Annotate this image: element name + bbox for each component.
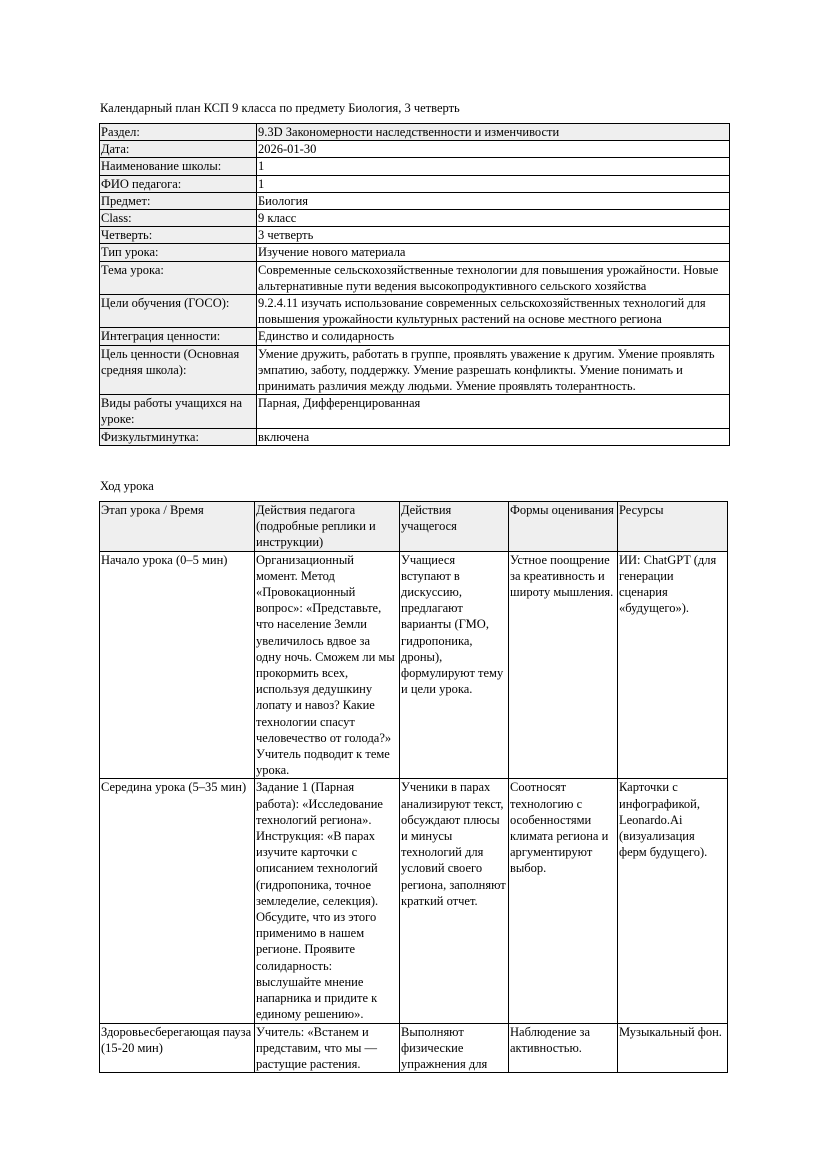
stage-cell: Середина урока (5–35 мин)	[100, 779, 255, 1023]
info-row	[100, 244, 730, 261]
plan-header-row	[100, 502, 728, 552]
info-label: Интеграция ценности:	[100, 328, 257, 345]
info-value: Единство и солидарность	[257, 328, 730, 345]
info-label: Class:	[100, 210, 257, 227]
info-label: Тип урока:	[100, 244, 257, 261]
info-value: Биология	[257, 192, 730, 209]
info-row	[100, 158, 730, 175]
info-row	[100, 141, 730, 158]
table-row	[100, 1023, 728, 1073]
info-value: Изучение нового материала	[257, 244, 730, 261]
column-header-stage: Этап урока / Время	[100, 502, 255, 552]
assessment-cell: Соотносят технологию с особенностями климата региона и аргументируют выбор.	[509, 779, 618, 1023]
column-header-resources: Ресурсы	[618, 502, 728, 552]
info-label: Раздел:	[100, 124, 257, 141]
info-label: Тема урока:	[100, 261, 257, 294]
teacher-cell: Учитель: «Встанем и представим, что мы — растущие растения.	[255, 1023, 400, 1073]
teacher-cell: Организационный момент. Метод «Провокационный вопрос»: «Представьте, что население Земли увеличилось вдвое за одну ночь. Сможем ли мы прокормить всех, используя дедушкину лопату и навоз? Какие технологии спасут человечество от голода?» Учитель подводит к теме урока.	[255, 551, 400, 779]
info-row	[100, 345, 730, 395]
info-value: 9 класс	[257, 210, 730, 227]
info-label: Наименование школы:	[100, 158, 257, 175]
info-value: 2026-01-30	[257, 141, 730, 158]
info-value: 1	[257, 158, 730, 175]
info-label: ФИО педагога:	[100, 175, 257, 192]
info-row	[100, 295, 730, 328]
info-row	[100, 395, 730, 428]
assessment-cell: Наблюдение за активностью.	[509, 1023, 618, 1073]
info-label: Предмет:	[100, 192, 257, 209]
info-label: Дата:	[100, 141, 257, 158]
student-cell: Учащиеся вступают в дискуссию, предлагают варианты (ГМО, гидропоника, дроны), формулируют тему и цели урока.	[400, 551, 509, 779]
assessment-cell: Устное поощрение за креативность и широту мышления.	[509, 551, 618, 779]
info-label: Четверть:	[100, 227, 257, 244]
column-header-teacher: Действия педагога (подробные реплики и инструкции)	[255, 502, 400, 552]
resources-cell: Музыкальный фон.	[618, 1023, 728, 1073]
info-row	[100, 175, 730, 192]
lesson-info-table	[99, 123, 730, 446]
lesson-plan-table	[99, 501, 728, 1073]
info-label: Цель ценности (Основная средняя школа):	[100, 345, 257, 395]
resources-cell: Карточки с инфографикой, Leonardo.Ai (визуализация ферм будущего).	[618, 779, 728, 1023]
table-row	[100, 551, 728, 779]
info-value: 3 четверть	[257, 227, 730, 244]
table-row	[100, 779, 728, 1023]
column-header-assessment: Формы оценивания	[509, 502, 618, 552]
info-row	[100, 428, 730, 445]
info-row	[100, 124, 730, 141]
info-value: включена	[257, 428, 730, 445]
info-row	[100, 210, 730, 227]
info-value: 9.2.4.11 изучать использование современных сельскохозяйственных технологий для повышения урожайности культурных растений на основе местного региона	[257, 295, 730, 328]
info-value: 9.3D Закономерности наследственности и изменчивости	[257, 124, 730, 141]
info-value: Парная, Дифференцированная	[257, 395, 730, 428]
stage-cell: Здоровьесберегающая пауза (15-20 мин)	[100, 1023, 255, 1073]
info-value: Умение дружить, работать в группе, проявлять уважение к другим. Умение проявлять эмпатию, заботу, поддержку. Умение разрешать конфликты. Умение понимать и принимать различия между людьми. Умение проявлять толерантность.	[257, 345, 730, 395]
resources-cell: ИИ: ChatGPT (для генерации сценария «будущего»).	[618, 551, 728, 779]
info-value: Современные сельскохозяйственные технологии для повышения урожайности. Новые альтернативные пути ведения высокопродуктивного сельского хозяйства	[257, 261, 730, 294]
student-cell: Выполняют физические упражнения для	[400, 1023, 509, 1073]
lesson-flow-heading: Ход урока	[100, 479, 154, 493]
info-row	[100, 261, 730, 294]
info-row	[100, 227, 730, 244]
column-header-student: Действия учащегося	[400, 502, 509, 552]
info-row	[100, 328, 730, 345]
info-label: Физкультминутка:	[100, 428, 257, 445]
info-value: 1	[257, 175, 730, 192]
page-title: Календарный план КСП 9 класса по предмету Биология, 3 четверть	[100, 101, 460, 115]
student-cell: Ученики в парах анализируют текст, обсуждают плюсы и минусы технологий для условий своего региона, заполняют краткий отчет.	[400, 779, 509, 1023]
stage-cell: Начало урока (0–5 мин)	[100, 551, 255, 779]
teacher-cell: Задание 1 (Парная работа): «Исследование технологий региона». Инструкция: «В парах изучите карточки с описанием технологий (гидропоника, точное земледелие, селекция). Обсудите, что из этого применимо в нашем регионе. Проявите солидарность: выслушайте мнение напарника и придите к единому решению».	[255, 779, 400, 1023]
info-label: Виды работы учащихся на уроке:	[100, 395, 257, 428]
info-row	[100, 192, 730, 209]
info-label: Цели обучения (ГОСО):	[100, 295, 257, 328]
